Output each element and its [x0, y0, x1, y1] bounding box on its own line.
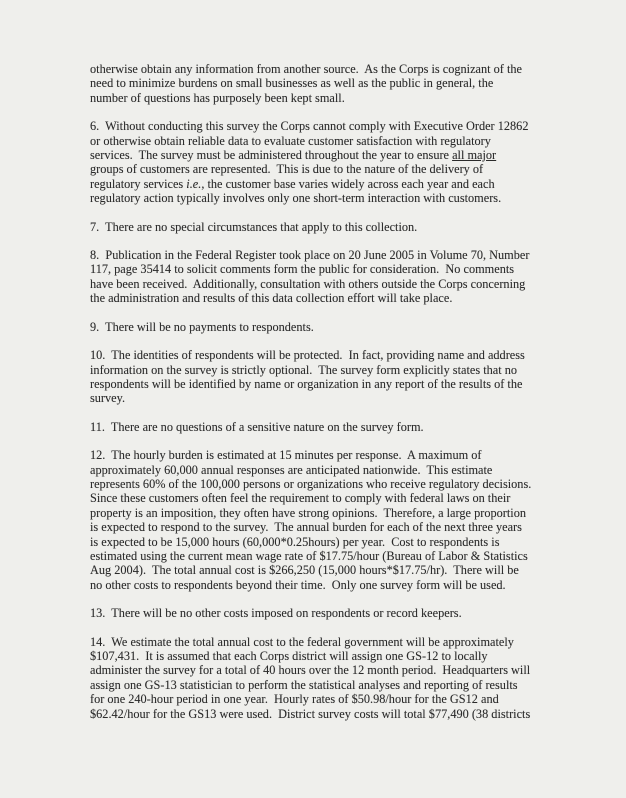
- text-line: have been received. Additionally, consultation with others outside the Corps concerning: [90, 276, 526, 291]
- text-line: is expected to respond to the survey. The annual burden for each of the next three years: [90, 520, 522, 535]
- paragraph: [90, 119, 588, 205]
- paragraph: [90, 606, 588, 620]
- paragraph: [90, 420, 588, 434]
- paragraph: [90, 448, 588, 592]
- text-line: 14. We estimate the total annual cost to the federal government will be approximately: [90, 634, 514, 649]
- text-line: is expected to be 15,000 hours (60,000*0.25hours) per year. Cost to respondents is: [90, 534, 500, 549]
- text-line: Since these customers often feel the requirement to comply with federal laws on their: [90, 491, 511, 506]
- paragraph: [90, 62, 588, 105]
- text-line: 6. Without conducting this survey the Corps cannot comply with Executive Order 12862: [90, 119, 529, 134]
- text-line: the administration and results of this data collection effort will take place.: [90, 291, 453, 306]
- text-line: Aug 2004). The total annual cost is $266,250 (15,000 hours*$17.75/hr). There will be: [90, 563, 519, 578]
- text-line: no other costs to respondents beyond their time. Only one survey form will be used.: [90, 577, 506, 592]
- text-line: 12. The hourly burden is estimated at 15 minutes per response. A maximum of: [90, 448, 482, 463]
- text-line: $107,431. It is assumed that each Corps district will assign one GS-12 to locally: [90, 649, 488, 663]
- text-line: 8. Publication in the Federal Register took place on 20 June 2005 in Volume 70, Number: [90, 248, 530, 263]
- text-line: represents 60% of the 100,000 persons or organizations who receive regulatory decisions.: [90, 476, 532, 491]
- text-line: otherwise obtain any information from another source. As the Corps is cognizant of the: [90, 62, 522, 76]
- text-line: number of questions has purposely been kept small.: [90, 90, 345, 105]
- text-line: information on the survey is strictly optional. The survey form explicitly states that no: [90, 362, 518, 377]
- text-line: administer the survey for a total of 40 hours over the 12 month period. Headquarters will: [90, 663, 531, 678]
- text-line: respondents will be identified by name or organization in any report of the results of the: [90, 376, 523, 391]
- text-line: 11. There are no questions of a sensitive nature on the survey form.: [90, 419, 424, 434]
- text-line: services. The survey must be administered throughout the year to ensure all major: [90, 148, 497, 163]
- text-line: 7. There are no special circumstances that apply to this collection.: [90, 219, 418, 234]
- text-line: need to minimize burdens on small businesses as well as the public in general, the: [90, 76, 494, 91]
- text-line: or otherwise obtain reliable data to evaluate customer satisfaction with regulatory: [90, 133, 491, 148]
- paragraph: [90, 320, 588, 334]
- text-line: 10. The identities of respondents will be protected. In fact, providing name and address: [90, 348, 525, 363]
- text-line: approximately 60,000 annual responses are anticipated nationwide. This estimate: [90, 462, 493, 477]
- text-line: estimated using the current mean wage rate of $17.75/hour (Bureau of Labor & Statistics: [90, 548, 528, 563]
- paragraph: [90, 220, 588, 234]
- paragraph: [90, 635, 588, 721]
- paragraph: [90, 348, 588, 406]
- text-line: 117, page 35414 to solicit comments form the public for consideration. No comments: [90, 262, 515, 277]
- text-line: $62.42/hour for the GS13 were used. District survey costs will total $77,490 (38 districts: [90, 706, 531, 721]
- document-body: [90, 62, 588, 721]
- text-line: assign one GS-13 statistician to perform the statistical analyses and reporting of results: [90, 677, 518, 692]
- text-line: regulatory action typically involves only one short-term interaction with customers.: [90, 191, 502, 206]
- text-line: property is an imposition, they often have strong opinions. Therefore, a large proportion: [90, 505, 526, 520]
- text-line: for one 240-hour period in one year. Hourly rates of $50.98/hour for the GS12 and: [90, 692, 499, 707]
- text-line: survey.: [90, 391, 126, 406]
- text-line: 9. There will be no payments to respondents.: [90, 319, 314, 334]
- text-line: regulatory services i.e., the customer base varies widely across each year and each: [90, 176, 495, 191]
- text-line: groups of customers are represented. This is due to the nature of the delivery of: [90, 162, 484, 177]
- text-line: 13. There will be no other costs imposed on respondents or record keepers.: [90, 606, 462, 621]
- paragraph: [90, 248, 588, 306]
